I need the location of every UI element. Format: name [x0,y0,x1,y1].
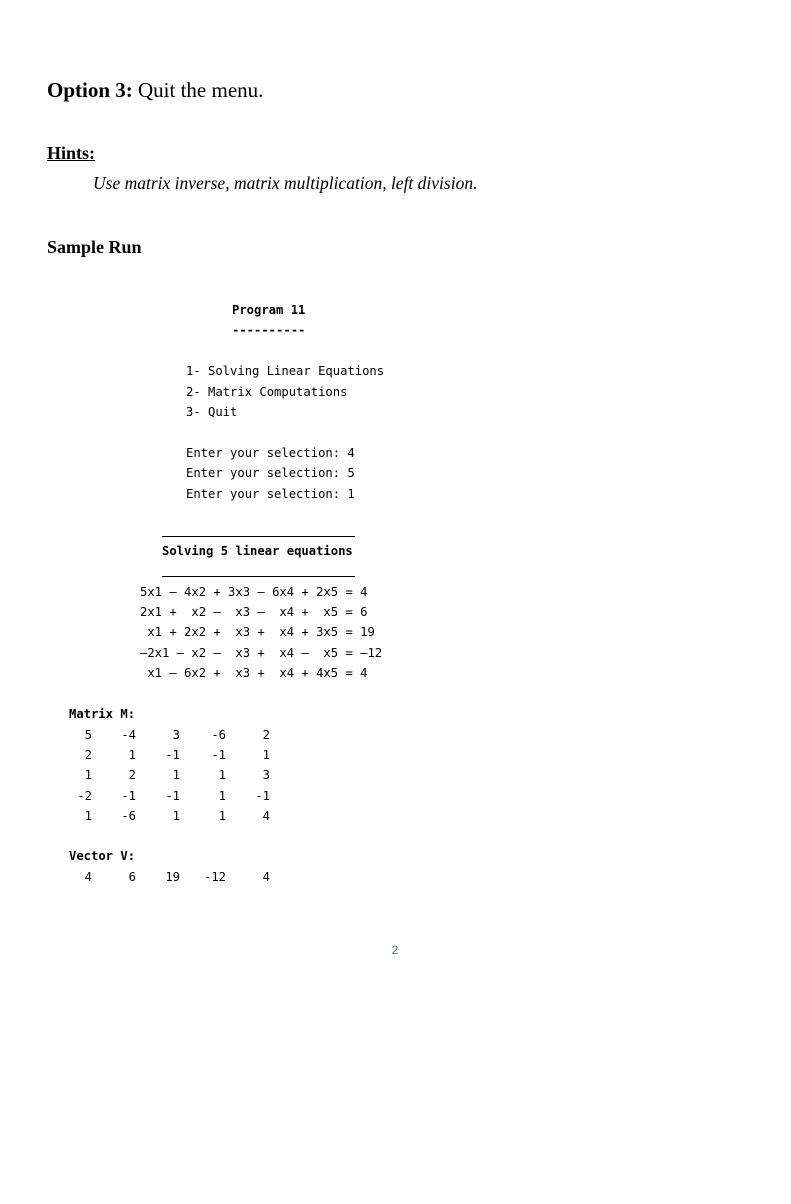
matrix-cell: 1 [218,768,226,782]
equation-1: 5x1 – 4x2 + 3x3 – 6x4 + 2x5 = 4 [140,585,368,599]
option-3-line [47,78,263,103]
matrix-cell: -1 [165,789,180,803]
vector-cell: 4 [262,870,270,884]
matrix-cell: -6 [121,809,136,823]
sample-run-heading: Sample Run [47,237,142,257]
matrix-cell: -2 [77,789,92,803]
hints-heading: Hints: [47,143,96,163]
vector-cell: 4 [84,870,92,884]
vector-label: Vector V: [69,849,136,863]
vector-cell: -12 [203,870,226,884]
page-number: 2 [391,943,399,957]
matrix-cell: 4 [262,809,270,823]
vector-row [0,870,791,1190]
selection-line-1: Enter your selection: 4 [186,446,355,460]
selection-line-3: Enter your selection: 1 [186,487,355,501]
matrix-cell: 1 [218,789,226,803]
vector-cell: 19 [165,870,180,884]
hints-text: Use matrix inverse, matrix multiplication, left division. [93,173,478,193]
menu-item-3: 3- Quit [186,405,238,419]
matrix-cell: -6 [211,728,226,742]
matrix-cell: 1 [218,809,226,823]
equation-3: x1 + 2x2 + x3 + x4 + 3x5 = 19 [140,625,375,639]
menu-item-1: 1- Solving Linear Equations [186,364,385,378]
heading-bottom-rule [162,576,355,577]
solving-heading: Solving 5 linear equations [162,544,353,558]
matrix-table [0,364,791,1022]
equation-4: –2x1 – x2 – x3 + x4 – x5 = –12 [140,646,383,660]
matrix-cell: 1 [84,809,92,823]
matrix-cell: -1 [121,789,136,803]
matrix-cell: 3 [262,768,270,782]
matrix-cell: 1 [172,768,180,782]
option-3-text: Quit the menu. [138,78,264,102]
matrix-cell: 2 [84,748,92,762]
matrix-cell: 1 [172,809,180,823]
program-title: Program 11 [232,303,306,317]
matrix-cell: -1 [211,748,226,762]
matrix-cell: 5 [84,728,92,742]
matrix-label: Matrix M: [69,707,136,721]
matrix-cell: 1 [262,748,270,762]
heading-top-rule [162,536,355,537]
equation-5: x1 – 6x2 + x3 + x4 + 4x5 = 4 [140,666,368,680]
matrix-cell: -1 [255,789,270,803]
selection-line-2: Enter your selection: 5 [186,466,355,480]
program-title-underline: ---------- [232,323,306,337]
matrix-cell: -1 [165,748,180,762]
equation-2: 2x1 + x2 – x3 – x4 + x5 = 6 [140,605,368,619]
vector-cell: 6 [128,870,136,884]
matrix-cell: -4 [121,728,136,742]
matrix-cell: 1 [128,748,136,762]
matrix-cell: 1 [84,768,92,782]
matrix-cell: 2 [262,728,270,742]
option-3-label: Option 3: [47,78,133,102]
menu-item-2: 2- Matrix Computations [186,385,348,399]
matrix-cell: 2 [128,768,136,782]
matrix-cell: 3 [172,728,180,742]
